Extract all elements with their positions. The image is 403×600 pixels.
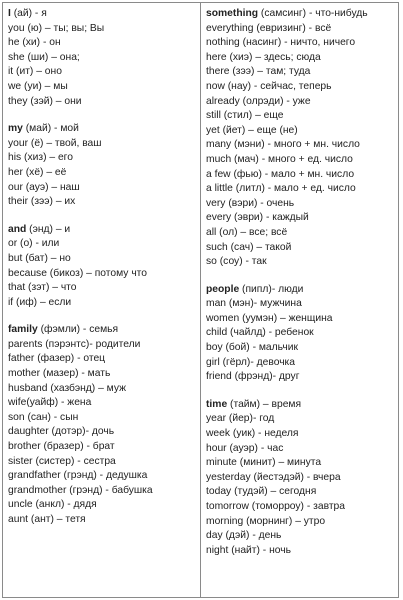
vocabulary-entry [206, 297, 394, 312]
transcription-translation: (систер) - сестра [32, 455, 116, 467]
vocabulary-entry [206, 65, 394, 80]
vocabulary-entry [8, 36, 196, 51]
transcription-translation: (пэрэнтс)- родители [42, 338, 141, 350]
english-word: everything [206, 22, 254, 34]
transcription-translation: (бат) – но [22, 252, 71, 264]
vocabulary-entry [206, 168, 394, 183]
transcription-translation: (ит) – оно [13, 66, 62, 78]
transcription-translation: (хё) – её [22, 166, 67, 178]
vocabulary-entry [8, 469, 196, 484]
english-word: they [8, 95, 28, 107]
transcription-translation: (тайм) – время [227, 398, 302, 410]
english-word: grandfather [8, 470, 61, 482]
transcription-translation: (нау) - сейчас, теперь [224, 80, 332, 92]
vocabulary-entry [206, 412, 394, 427]
transcription-translation: (ауэр) - час [226, 442, 284, 454]
transcription-translation: (найт) - ночь [228, 544, 292, 556]
vocabulary-entry [8, 484, 196, 499]
vocabulary-entry [206, 255, 394, 270]
english-word: my [8, 123, 23, 135]
english-word: and [8, 223, 27, 235]
vocabulary-entry [8, 338, 196, 353]
english-word: tomorrow [206, 501, 249, 512]
english-word: husband [8, 382, 48, 394]
english-word: or [8, 238, 18, 250]
vocabulary-entry [8, 440, 196, 455]
vocabulary-entry [8, 411, 196, 426]
english-word: every [206, 212, 232, 224]
vocabulary-entry [206, 153, 394, 168]
english-word: wife [8, 397, 27, 409]
english-word: many [206, 139, 232, 151]
english-word: a little [206, 183, 233, 195]
vocabulary-entry [206, 124, 394, 139]
vocabulary-entry [206, 241, 394, 256]
transcription-translation: (мач) - много + ед. число [231, 153, 353, 165]
transcription-translation: (хи) - он [19, 37, 61, 49]
english-word: night [206, 544, 229, 556]
english-word: nothing [206, 37, 240, 49]
english-word: hour [206, 442, 227, 454]
vocabulary-entry [206, 109, 394, 124]
english-word: now [206, 80, 225, 92]
transcription-translation: (насинг) - ничто, ничего [239, 37, 356, 49]
vocabulary-entry [206, 456, 394, 471]
english-word: son [8, 411, 25, 423]
english-word: something [206, 8, 259, 19]
word-group [206, 398, 394, 559]
transcription-translation: (мэни) - много + мн. число [231, 139, 360, 151]
vocabulary-entry [8, 195, 196, 210]
transcription-translation: (йет) – еще (не) [219, 124, 298, 136]
transcription-translation: (мэн)- мужчина [226, 298, 302, 310]
vocabulary-entry [8, 237, 196, 252]
english-word: he [8, 37, 20, 49]
vocabulary-entry [8, 455, 196, 470]
transcription-translation: (уик) - неделя [230, 428, 299, 440]
english-word: day [206, 530, 223, 542]
english-word: morning [206, 515, 244, 527]
transcription-translation: (бразер) - брат [40, 441, 115, 453]
transcription-translation: (чайлд) - ребенок [227, 327, 314, 339]
english-word: friend [206, 371, 232, 383]
transcription-translation: (фью) - мало + мн. число [230, 168, 355, 180]
word-group [8, 323, 196, 527]
transcription-translation: (бой) - мальчик [222, 342, 298, 354]
english-word: women [206, 312, 240, 324]
right-column [200, 3, 398, 597]
transcription-translation: (минит) – минута [236, 457, 322, 469]
english-word: if [8, 296, 14, 308]
english-word: she [8, 51, 25, 63]
transcription-translation: (литл) - мало + ед. число [232, 183, 356, 195]
transcription-translation: (гёрл)- девочка [219, 356, 296, 368]
transcription-translation: (хазбэнд) – муж [47, 382, 127, 394]
english-word: boy [206, 342, 223, 354]
vocabulary-entry [8, 425, 196, 440]
english-word: here [206, 51, 227, 63]
vocabulary-entry [206, 226, 394, 241]
vocabulary-entry [8, 80, 196, 95]
vocabulary-entry [8, 166, 196, 181]
transcription-translation: (энд) – и [26, 223, 71, 235]
transcription-translation: (олрэди) - уже [239, 95, 311, 107]
english-word: but [8, 252, 23, 264]
english-word: your [8, 137, 29, 149]
english-word: all [206, 226, 217, 238]
transcription-translation: (зэй) – они [27, 95, 82, 107]
vocabulary-entry [8, 281, 196, 296]
transcription-translation: (ё) – твой, ваш [28, 137, 102, 149]
word-group [8, 7, 196, 109]
vocabulary-entry [8, 498, 196, 513]
english-word: his [8, 152, 22, 164]
vocabulary-entry [206, 341, 394, 356]
vocabulary-entry [206, 197, 394, 212]
english-word: minute [206, 457, 237, 469]
english-word: her [8, 166, 23, 178]
english-word: we [8, 80, 22, 92]
vocabulary-entry [206, 529, 394, 544]
english-word: so [206, 256, 217, 268]
vocabulary-entry [8, 137, 196, 152]
vocabulary-entry [206, 370, 394, 385]
group-keyword-entry [206, 283, 394, 298]
transcription-translation: (ю) – ты; вы; Вы [24, 22, 105, 34]
word-group [206, 7, 394, 270]
transcription-translation: (уи) – мы [21, 80, 68, 92]
left-column [3, 3, 200, 597]
english-word: much [206, 153, 232, 165]
english-word: girl [206, 356, 220, 368]
vocabulary-entry [8, 252, 196, 267]
transcription-translation: (вэри) - очень [225, 197, 295, 209]
vocabulary-entry [8, 296, 196, 311]
transcription-translation: (фазер) - отец [34, 353, 106, 365]
transcription-translation: (томорроу) - завтра [248, 501, 345, 512]
english-word: father [8, 353, 35, 365]
english-word: it [8, 66, 14, 78]
english-word: grandmother [8, 484, 67, 496]
vocabulary-entry [8, 95, 196, 110]
word-group [8, 223, 196, 311]
vocabulary-entry [206, 515, 394, 530]
transcription-translation: (грэнд) - дедушка [60, 470, 148, 482]
vocabulary-entry [206, 22, 394, 37]
vocabulary-entry [206, 51, 394, 66]
transcription-translation: (дотэр)- дочь [48, 426, 115, 438]
vocabulary-entry [206, 485, 394, 500]
word-group [206, 283, 394, 385]
transcription-translation: (тудэй) – сегодня [231, 486, 317, 498]
transcription-translation: (сан) - сын [24, 411, 79, 423]
english-word: aunt [8, 514, 29, 525]
english-word: such [206, 241, 228, 253]
vocabulary-entry [8, 367, 196, 382]
vocabulary-entry [206, 356, 394, 371]
english-word: I [8, 8, 11, 19]
vocabulary-entry [206, 471, 394, 486]
english-word: because [8, 267, 47, 279]
vocabulary-entry [206, 182, 394, 197]
group-keyword-entry [8, 223, 196, 238]
transcription-translation: (ай) - я [10, 8, 47, 19]
transcription-translation: (ши) – она; [24, 51, 80, 63]
group-keyword-entry [8, 122, 196, 137]
english-word: yesterday [206, 471, 251, 483]
transcription-translation: (пипл)- люди [239, 283, 304, 295]
transcription-translation: (хиз) – его [21, 152, 73, 164]
vocabulary-entry [206, 211, 394, 226]
english-word: daughter [8, 426, 49, 438]
transcription-translation: (бикоз) – потому что [46, 267, 148, 279]
vocabulary-entry [8, 513, 196, 528]
transcription-translation: (грэнд) - бабушка [66, 484, 153, 496]
transcription-translation: (ауэ) – наш [22, 181, 80, 193]
vocabulary-sheet [2, 2, 399, 598]
transcription-translation: (морнинг) – утро [243, 515, 326, 527]
english-word: already [206, 95, 240, 107]
english-word: man [206, 298, 227, 310]
english-word: a few [206, 168, 231, 180]
transcription-translation: (евризинг) - всё [253, 22, 332, 34]
word-group [8, 122, 196, 210]
transcription-translation: (анкл) - дядя [32, 499, 97, 511]
english-word: child [206, 327, 228, 339]
english-word: time [206, 398, 228, 410]
transcription-translation: (эври) - каждый [231, 212, 309, 224]
transcription-translation: (зээ) – их [28, 196, 76, 208]
vocabulary-entry [8, 65, 196, 80]
vocabulary-entry [8, 382, 196, 397]
transcription-translation: (зэт) – что [25, 282, 77, 294]
english-word: week [206, 428, 231, 440]
vocabulary-entry [8, 151, 196, 166]
english-word: family [8, 324, 38, 336]
transcription-translation: (ол) – все; всё [216, 226, 288, 238]
vocabulary-entry [206, 427, 394, 442]
english-word: yet [206, 124, 220, 136]
transcription-translation: (ант) – тетя [28, 514, 86, 525]
english-word: there [206, 66, 230, 78]
vocabulary-entry [206, 442, 394, 457]
english-word: today [206, 486, 232, 498]
transcription-translation: (уумэн) – женщина [239, 312, 333, 324]
transcription-translation: (хиэ) – здесь; сюда [226, 51, 321, 63]
transcription-translation: (о) - или [17, 238, 60, 250]
vocabulary-entry [206, 500, 394, 515]
vocabulary-entry [8, 267, 196, 282]
transcription-translation: (дэй) - день [222, 530, 282, 542]
group-keyword-entry [8, 323, 196, 338]
group-keyword-entry [206, 7, 394, 22]
english-word: brother [8, 441, 41, 453]
english-word: still [206, 110, 221, 122]
transcription-translation: (май) - мой [22, 123, 79, 135]
transcription-translation: (йестэдэй) - вчера [250, 471, 341, 483]
english-word: year [206, 413, 227, 425]
english-word: people [206, 283, 240, 295]
transcription-translation: (соу) - так [216, 256, 267, 268]
english-word: very [206, 197, 226, 209]
english-word: sister [8, 455, 33, 467]
vocabulary-entry [206, 326, 394, 341]
english-word: our [8, 181, 23, 193]
english-word: that [8, 282, 26, 294]
english-word: uncle [8, 499, 33, 511]
transcription-translation: (фрэнд)- друг [231, 371, 300, 383]
transcription-translation: (самсинг) - что-нибудь [258, 8, 368, 19]
group-keyword-entry [206, 398, 394, 413]
vocabulary-entry [206, 138, 394, 153]
transcription-translation: (мазер) - мать [40, 368, 111, 380]
vocabulary-entry [206, 544, 394, 559]
vocabulary-entry [206, 80, 394, 95]
english-word: their [8, 196, 29, 208]
transcription-translation: (йер)- год [226, 413, 275, 425]
vocabulary-entry [8, 352, 196, 367]
vocabulary-entry [8, 22, 196, 37]
transcription-translation: (стил) – еще [220, 110, 284, 122]
transcription-translation: (уайф) - жена [26, 397, 92, 409]
english-word: mother [8, 368, 41, 380]
vocabulary-entry [206, 36, 394, 51]
vocabulary-entry [8, 51, 196, 66]
group-keyword-entry [8, 7, 196, 22]
transcription-translation: (фэмли) - семья [37, 324, 119, 336]
vocabulary-entry [206, 312, 394, 327]
english-word: you [8, 22, 25, 34]
transcription-translation: (зээ) – там; туда [229, 66, 311, 78]
vocabulary-entry [206, 95, 394, 110]
vocabulary-entry [8, 396, 196, 411]
english-word: parents [8, 338, 43, 350]
transcription-translation: (иф) – если [13, 296, 72, 308]
vocabulary-entry [8, 181, 196, 196]
transcription-translation: (сач) – такой [227, 241, 292, 253]
